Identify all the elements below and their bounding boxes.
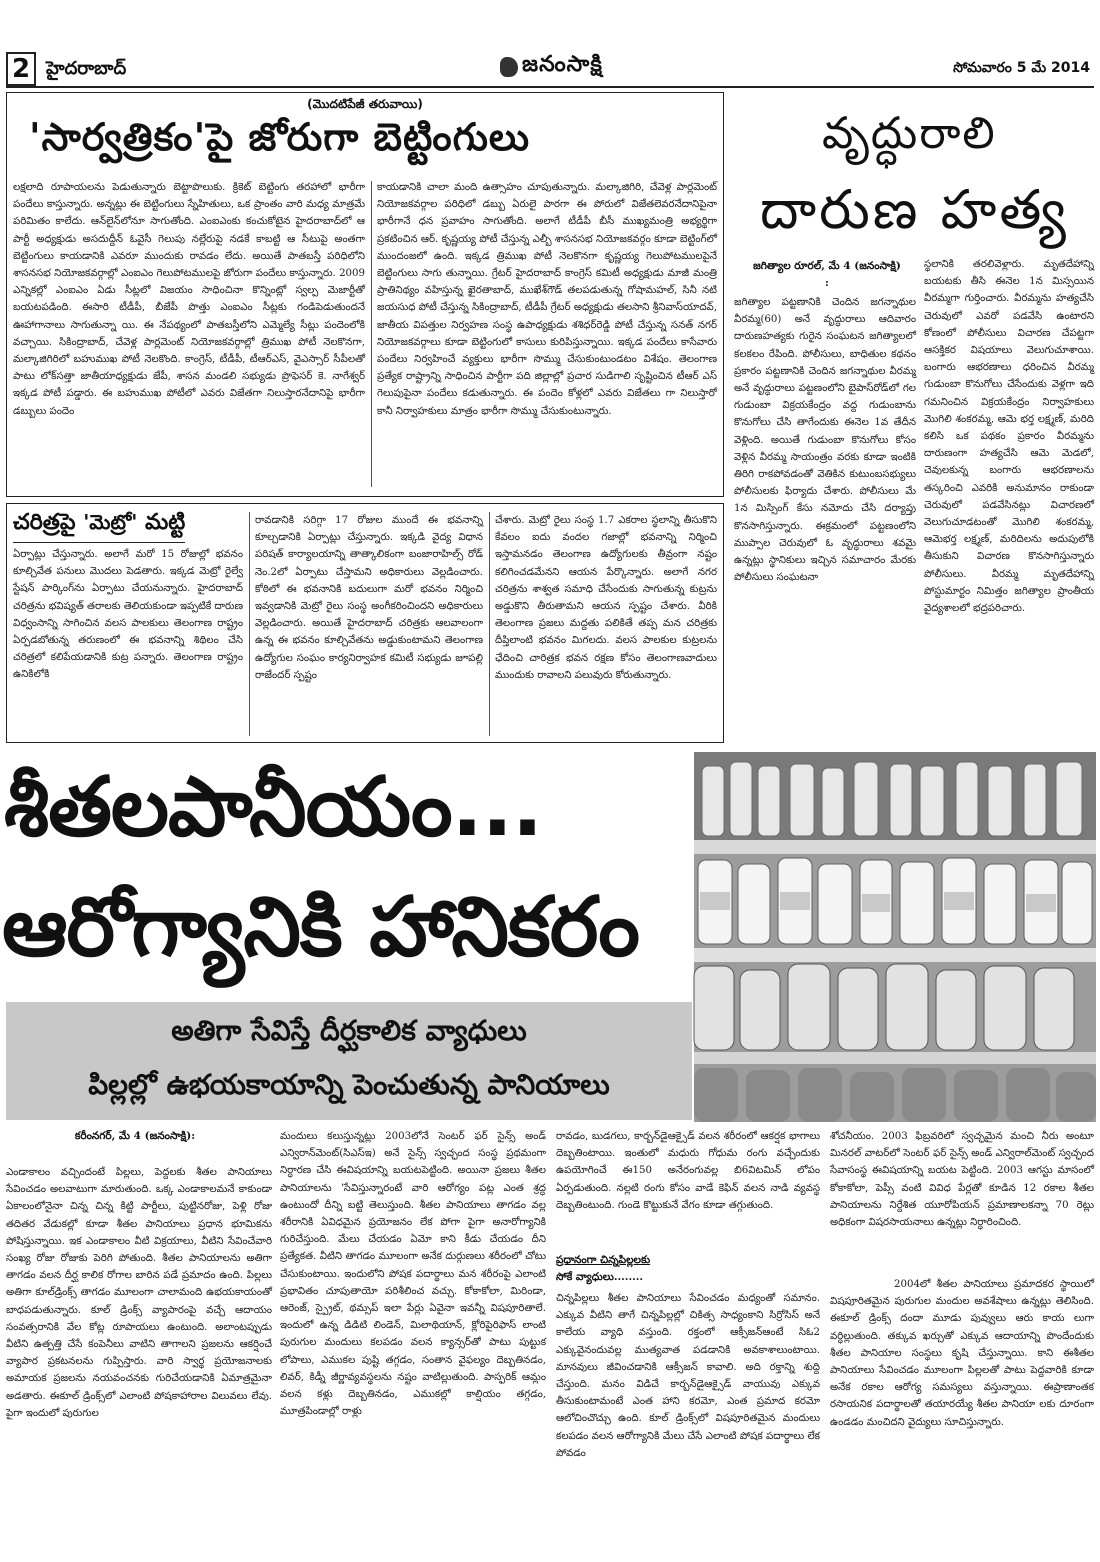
header-rule: [6, 86, 1094, 88]
page-number: 2: [6, 52, 36, 86]
feature-column-4-rest: 2004లో శీతల పానియాలు ప్రమాదకర స్థాయిలో విషపూరితమైన పురుగుల మందుల అవశేషాలు ఉన్నట్లు తెలిసింది. ఈకూల్ డ్రింక్స్ దందా మూడు పువ్వులు ఆరు కాయ లుగా వర్ధిల్లుతుంది. తక్కువ ఖర్చుతో ఎక్కువ ఆదాయాన్ని పొందేందుకు శీతల పానియాల సంస్థలు కృషి చేస్తున్నాయి. కాని ఈశీతల పానియాలు సేవించడం మూలంగా పిల్లలతో పాటు పెద్దవారికి కూడా అనేక రకాల ఆరోగ్య సమస్యలు వస్తున్నాయి. ఈప్రాణాంతక రసాయనిక పదార్థాలతో తయారయ్యే శీతల పానియా లకు దూరంగా ఉండడం మంచిదని వైద్యులు సూచిస్తున్నారు.: [830, 1279, 1098, 1428]
murder-headline-line2: దారుణ హత్య: [760, 178, 1069, 241]
feature-headline-line1: శీతలపానీయం...: [4, 760, 543, 855]
murder-dateline: జగిత్యాల రూరల్, మే 4 (జనంసాక్షి) :: [753, 260, 901, 289]
masthead-title: జనంసాక్షి: [522, 52, 603, 77]
shelf-image: [694, 752, 1096, 1122]
feature-column-3: రావడం, బుడగలు, కార్బన్‌డైఆక్సైడ్ వలన శరీరంలో ఆకర్షక భాగాలు దెబ్బతింటాయి. ఇంతులో మధురు గోధుమ రంగు వచ్చేందుకు ఉపయోగించే ఈ150 అనేరంగువల్ల బి6విటమిన్ లోపం ఏర్పడుతుంది. నల్లటి రంగు కోసం వాడే కెఫిన్ వలన నాడి వ్యవస్థ దెబ్బతింటుంది. గుండె కొట్టుకునే వేగం కూడా తగ్గుతుంది.: [556, 1131, 824, 1211]
masthead-logo: [500, 50, 630, 84]
masthead-emblem-icon: [500, 57, 518, 77]
feature-headline-line2: ఆరోగ్యానికి హానికరం: [2, 880, 639, 975]
continuation-label: (మొదటిపేజీ తరువాయి): [307, 97, 423, 111]
feature-subhead-band: [6, 1002, 692, 1120]
feature-col3-subhead-line2: సోకే వ్యాధులు........: [556, 1271, 644, 1283]
metro-headline-prefix: చరిత్రపై: [13, 510, 84, 535]
metro-headline: [13, 510, 185, 543]
section-name: హైదరాబాద్: [46, 58, 127, 79]
betting-article: [6, 92, 724, 497]
metro-column-2: రావడానికి సరిగ్గా 17 రోజుల ముందే ఈ భవనాన్ని కూల్చడానికి ఏర్పాట్లు చేస్తున్నారు. ఇక్కడి వైద్య విధాన పరిషత్ కార్యాలయాన్ని తాత్కాలికంగా బంజారాహిల్స్ రోడ్ నెం.2లో ఏర్పాటు చేస్తామని అధికారులు వెల్లడించారు. కోఠిలో ఈ భవనానికి బదులుగా మరో భవనం నిర్మించి ఇవ్వడానికి మెట్రో రైలు సంస్థ అంగీకరించిందని అధికారులు వెల్లడించారు. అయితే హైదరాబాద్ చరిత్రకు ఆలవాలంగా ఉన్న ఈ భవనం కూల్చివేతను అడ్డుకుంటామని తెలంగాణ ఉద్యోగుల సంఘం కార్యనిర్వాహక కమిటీ సభ్యుడు జూపల్లి రాజేందర్ స్పష్టం: [255, 515, 487, 681]
feature-subhead-line2: పిల్లల్లో ఉభయకాయాన్ని పెంచుతున్న పానియాలు: [88, 1068, 610, 1101]
feature-col3-subhead-line1: ప్రధానంగా చిన్నపిల్లలకు: [556, 1254, 651, 1266]
metro-article: [6, 503, 724, 743]
metro-headline-quoted: 'మెట్రో': [83, 510, 138, 534]
murder-column-2: స్థలానికి తరలివెళ్లారు. మృతదేహాన్ని బయటకు తీసి ఈనెల 1న మిస్సయిన వీరమ్మగా గుర్తించారు. వీరమ్మను హత్యచేసి చెరువులో ఎవరో పడవేసి ఉంటారని కోణంలో పోలీసులు విచారణ చేపట్టగా ఆసక్తికర విషయాలు వెలుగుచూశాయి. బంగారు ఆభరణాలు ధరించిన వీరమ్మ గుడుంబా కొనుగోలు చేసేందుకు వెళ్లగా ఇది గమనించిన విక్రయకేంద్రం నిర్వాహకులు మొగిలి శంకరమ్మ, ఆమె భర్త లక్ష్మణ్, మరిది కలిసి ఒక పథకం ప్రకారం వీరమ్మను దారుణంగా హత్యచేసి ఆమె మెడలో, చెవులకున్న బంగారు ఆభరణాలను తస్కరించి ఎవరికి అనుమానం రాకుండా చెరువులో పడవేసినట్లు విచారణలో వెలుగుచూడటంతో మొగిలి శంకరమ్మ, ఆమెభర్త లక్ష్మణ్, మరిదిలను అదుపులోకి తీసుకుని విచారణ కొనసాగిస్తున్నారు పోలీసులు. వీరమ్మ మృతదేహాన్ని పోస్టుమార్టం నిమిత్తం జగిత్యాల ప్రాంతీయ వైద్యశాలలో భద్రపరిచారు.: [924, 259, 1098, 615]
feature-column-4: శోచనీయం. 2003 ఫిబ్రవరిలో స్వచ్ఛమైన మంచి నీరు అంటూ మినరల్ వాటర్‌లో సెంటర్ ఫర్ సైన్స్ అండ్ ఎన్విరాల్‌మెంట్ స్వచ్ఛంద సేవాసంస్థ ఈవిషయాన్ని బయట పెట్టింది. 2003 ఆగస్టు మాసంలో కోకాకోలా, పెప్సీ వంటి వివిధ పేర్లతో కూడిన 12 రకాల శీతల పానియాలను నిర్దేశిత యూరోపియన్ ప్రమాణాలకన్నా 70 రెట్లు అధికంగా విషరసాయనాలు ఉన్నట్లు నిర్ధారించింది.: [830, 1131, 1098, 1229]
murder-column-1: జగిత్యాల పట్టణానికి చెందిన జగన్నాథుల వీరమ్మ(60) అనే వృద్ధురాలు ఆదివారం దారుణహత్యకు గురైన సంఘటన జగిత్యాలలో కలకలం రేపింది. పోలీసులు, బాధితుల కథనం ప్రకారం పట్టణానికి చెందిన జగన్నాథుల వీరమ్మ అనే వృద్ధురాలు పట్టణంలోని బైపాస్‌రోడ్‌లో గల గుడుంబా విక్రయకేంద్రం వద్ద గుడుంబాను కొనుగోలు చేసి తాగేందుకు ఈనెల 1వ తేదీన వెళ్లింది. అయితే గుడుంబా కొనుగోలు కోసం వెళ్లిన వీరమ్మ సాయంత్రం వరకు కూడా ఇంటికి తిరిగి రాకపోవడంతో వెతికిన కుటుంబసభ్యులు పోలీసులకు ఫిర్యాదు చేశారు. పోలీసులు మే 1న మిస్సింగ్ కేసు నమోదు చేసి దర్యాప్తు కొనసాగిస్తున్నారు. ఈక్రమంలో పట్టణంలోని ముప్పాల చెరువులో ఓ వృద్ధురాలు శవమై ఉన్నట్లు స్థానికులు ఇచ్చిన సమాచారం మేరకు పోలీసులు సంఘటనా: [734, 297, 920, 584]
column-divider: [371, 181, 372, 487]
betting-headline: 'సార్వత్రికం'పై జోరుగా బెట్టింగులు: [29, 115, 531, 159]
murder-headline-line1: వృద్ధురాలి: [822, 108, 997, 159]
feature-dateline: కరీంనగర్, మే 4 (జనంసాక్షి):: [74, 1130, 196, 1142]
feature-subhead-line1: అతిగా సేవిస్తే దీర్ఘకాలిక వ్యాధులు: [171, 1014, 527, 1047]
soft-drinks-photo: [694, 752, 1096, 1122]
feature-column-3-rest: చిన్నపిల్లలు శీతల పానియాలు సేవించడం మధ్యంతో సమానం. ఎక్కువ వీటిని తాగే చిన్నపిల్లల్లో చికిత్స సాధ్యంకాని సిర్రోసిస్ అనే కాలేయ వ్యాధి వస్తుంది. రక్తంలో ఆక్సీజన్‌ఆంటే సిఓ2 ఎక్కువైనందువల్ల ముత్యవాత పడడానికి అవకాశాలుంటాయి. మానవులు జీవించడానికి ఆక్సీజన్ కావాలి. అది రక్తాన్ని శుద్ది చేస్తుంది. మనం విడిచే కార్బన్‌డైఆక్సైడ్ వాయువు ఎక్కువ తీసుకుంటామంటే ఎంత హాని కరమో, ఎంత ప్రమాద కరమో ఆలోచించొచ్చు ఉంది. కూల్ డ్రింక్స్‌లో విషపూరితమైన మందులు కలపడం వలన ఆరోగ్యానికి మేలు చేసే ఎలాంటి పోషక పదార్థాలు లేక పోవడం: [556, 1293, 824, 1459]
issue-date: సోమవారం 5 మే 2014: [953, 60, 1090, 76]
column-divider: [249, 512, 250, 736]
column-divider: [489, 512, 490, 736]
feature-column-1: ఎండాకాలం వచ్చిందంటే పిల్లలు, పెద్దలకు శీతల పానియాలు సేవించడం అలవాటుగా మారుతుంది. ఒక్క ఎండాకాలమనే కాకుండా ఏకాలంలోనైనా చిన్న చిన్న కిట్టి పార్టీలు, పుట్టినరోజు, పెళ్లి రోజు తదితర వేడుకల్లో కూడా శీతల పానియాలు ప్రధాన భూమికను పోషిస్తున్నాయి. ఇక ఎండాకాలం వీటి విక్రయాలు, వీటిని సేవించేవారి సంఖ్య రోజు రోజుకు పెరిగి పోతుంది. శీతల పానియాలను అతిగా తాగడం వలన దీర్ఘ కాలిక రోగాల బారిన పడే ప్రమాదం ఉంది. పిల్లలు అతిగా కూల్‌డ్రింక్స్ తాగడం మూలంగా చాలామంది ఉభయకాయంతో బాధపడుతున్నారు. కూల్ డ్రింక్స్ వ్యాపారంపై వచ్చే ఆదాయం సంవత్సరానికి వేల కోట్ల రూపాయలు ఉంటుంది. అలాంటప్పుడు వీటిని ఉత్పత్తి చేసే కంపెనీలు వాటిని తాగాలని ప్రజలను ఆకర్షించే వ్యాపార ప్రకటనలను గుప్పిస్తారు. వారి స్వార్థ ప్రయోజనాలకు అమాయక ప్రజలను నయవంచనకు గురిచేయడానికి ఏమాత్రమైనా అడతారు. ఈకూల్ డ్రింక్స్‌లో ఎలాంటి పోషకాహారాల విలువలు లేవు. పైగా ఇందులో పురుగుల: [6, 1167, 276, 1419]
metro-column-1: ఏర్పాట్లు చేస్తున్నారు. అలాగే మరో 15 రోజుల్లో భవనం కూల్చివేత పనులు మొదలు పెడతారు. ఇక్కడ మెట్రో రైల్వే స్టేషన్ పార్కింగ్‌ను ఏర్పాటు చేయనున్నారు. హైదరాబాద్ చరిత్రను భవిష్యత్ తరాలకు తెలియకుండా ఇప్పటికే దారుణ విధ్వంసాన్ని సాగించిన వలస పాలకులు తెలంగాణ రాష్ట్రం ఏర్పడబోతున్న తరుణంలో ఈ భవనాన్ని శిథిలం చేసి చరిత్రలో కలిపేయడానికి కుట్ర పన్నారు. తెలంగాణ రాష్ట్రం ఉనికిలోకి: [13, 549, 247, 681]
metro-column-3: చేశారు. మెట్రో రైలు సంస్థ 1.7 ఎకరాల స్థలాన్ని తీసుకొని కేవలం ఐదు వందల గజాల్లో భవనాన్ని నిర్మించి ఇస్తామనడం తెలంగాణ ఉద్యోగులకు తీవ్రంగా నష్టం కలిగించడమేనని ఆయన పేర్కొన్నారు. అలాగే నగర చరిత్రను శాశ్వత సమాధి చేసేందుకు సాగుతున్న కుట్రను అడ్డుకొని తీరుతామని ఆయన స్పష్టం చేశారు. వీరికి తెలంగాణ ప్రజలు మద్దతు పలికితే తప్ప మన చరిత్రకు దీప్తిలాంటి భవనం మిగలదు. వలస పాలకుల కుట్రలను ఛేదించి చారిత్రక భవన రక్షణ కోసం తెలంగాణవాదులు ముందుకు రావాలని పలువురు కోరుతున్నారు.: [495, 515, 721, 681]
betting-column-1: లక్షలాది రూపాయలను పెడుతున్నారు బెట్టాపొలుకు. క్రికెట్ బెట్టింగు తరహాలో భారీగా పందేలు కాస్తున్నారు. అన్నట్లు ఈ బెట్టింగులు స్నేహితులు, ఒక ప్రాంతం వారి మధ్య మాత్రమే పరిమితం కాలేదు. ఆన్‌లైన్‌లోనూ సాగుతోంది. ఎంఐఎంకు కంచుకోటైన హైదరాబాద్‌లో ఆ పార్టీ అధ్యక్షుడు అసదుద్దీన్ ఓవైసీ గెలుపు నల్లేరుపై నడకే కాబట్టి ఆ సీటుపై అంతగా బెట్టింగులు కాయడానికి ఎవరూ ముందుకు రావడం లేదు. అయితే పాతబస్తీ పరిధిలోని శాసనసభ నియోజకవర్గాల్లో ఎంఐఎం గెలుపోటములపై జోరుగా పందేలు కాస్తున్నారు. 2009 ఎన్నికల్లో ఎంఐఎం ఏడు సీట్లలో విజయం సాధించినా కొన్నింట్లో స్వల్ప మెజార్టీతో బయటపడింది. ఈసారి టీడీపీ, బీజేపీ పొత్తు ఎంఐఎం సీట్లకు గండిపెడుతుందనే ఊహాగానాలు సాగుతున్నా యి. ఈ నేపథ్యంలో పాతబస్తీలోని ఎమ్మెల్యే సీట్లు పందెంలోకి వచ్చాయి. సికింద్రాబాద్, చేవెళ్ల పార్లమెంట్ నియోజకవర్గాల్లో త్రిముఖ పోటీ నెలకొనగా, మల్కాజిగిరిలో బహుముఖ పోటీ నెలకొంది. కాంగ్రెస్, టీడీపీ, టీఆర్ఎస్, వైఎస్సార్ సీపీలతో పాటు లోక్‌సత్తా జాతీయాధ్యక్షుడు జేపీ, శాసన మండలి సభ్యుడు ప్రొఫెసర్ కె. నాగేశ్వర్ ఇక్కడ పోటీ పడ్డారు. ఈ బహుముఖ పోటీలో ఎవరు విజేతగా నిలుస్తారనేదానిపై భారీగా డబ్బులు పందెం: [13, 182, 369, 417]
feature-col3-subhead: [556, 1252, 820, 1286]
metro-headline-suffix: మట్టి: [137, 510, 186, 535]
feature-column-2: మందులు కలుస్తున్నట్లు 2003లోనే సెంటర్ ఫర్ సైన్స్ అండ్ ఎన్విరాన్‌మెంట్(సిఎస్ఇ) అనే సైన్స్ స్వచ్ఛంద సంస్థ ప్రథమంగా నిర్ధారణ చేసి ఈవిషయాన్ని బయటపెట్టింది. అయినా ప్రజలు శీతల పానియాలను 'సేవిస్తున్నారంటే వారి ఆరోగ్యం పట్ల ఎంత శ్రద్ధ ఉంటుందో దీన్ని బట్టి తెలుస్తుంది. శీతల పానియాలు తాగడం వల్ల శరీరానికి ఏవిధమైన ప్రయోజనం లేక పోగా పైగా అనారోగ్యానికి గురిచేస్తుంది. మేలు చేయడం ఏమో కాని కీడు చేయడం దీని ప్రత్యేకత. వీటిని తాగడం మూలంగా అనేక దుర్గుణలు శరీరంలో చోటు చేసుకుంటాయి. ఇందులోని పోషక పదార్థాలు మన శరీరంపై ఎలాంటి ప్రభావితం చూపుతాయో పరిశీలించ వచ్చు. కోకాకోలా, మిరిండా, ఆరెంజ్, స్ప్రైట్, థమ్సప్ ఇలా పేర్లు ఏవైనా ఇవన్నీ విషపూరితాలే. ఇందులో ఉన్న డిడిటి లిండెన్, మిలాథియాన్, క్లోరిపైరిఫాస్ లాంటి పురుగుల మందులు కలపడం వలన క్యాన్సర్‌తో పాటు పుట్టుక లోపాలు, ఎముకల పుష్టి తగ్గడం, సంతాన వైఫల్యం దెబ్బతినడం, లివర్, కిడ్నీ జీర్ణావ్యవస్థలను నష్టం వాటిల్లుతుంది. పాస్ఫరిక్ ఆమ్లం వలన కళ్లు దెబ్బతినడం, ఎముకల్లో కాల్షియం తగ్గడం, మూత్రపిండాల్లో రాళ్లు: [280, 1131, 550, 1418]
betting-column-2: కాయడానికి చాలా మంది ఉత్సాహం చూపుతున్నారు. మల్కాజిగిరి, చేవెళ్ల పార్లమెంట్ నియోజకవర్గాల పరిధిలో డబ్బు ఏరులై పారగా ఈ పోరులో విజేతలెవరనేదానిపైనా భారీగానే ధన ప్రవాహం సాగుతోంది. అలాగే టీడీపీ బీసీ ముఖ్యమంత్రి అభ్యర్థిగా ప్రకటించిన ఆర్. కృష్ణయ్య పోటీ చేస్తున్న ఎల్బీ శాసనసభ నియోజకవర్గం కూడా బెట్టింగ్‌లో ముందంజలో ఉంది. ఇక్కడ త్రిముఖ పోటీ నెలకొనగా కృష్ణయ్య గెలుపోటములపైనే బెట్టింగులు సాగు తున్నాయి. గ్రేటర్ హైదరాబాద్ కాంగ్రెస్ కమిటీ అధ్యక్షుడు మాజీ మంత్రి ప్రాతినిథ్యం వహిస్తున్న ఖైరతాబాద్, ముఖేశ్‌గౌడ్ తలపడుతున్న గోషామహల్, సినీ నటి జయసుధ పోటీ చేస్తున్న సికింద్రాబాద్, టీడీపీ గ్రేటర్ అధ్యక్షుడు తలసాని శ్రీనివాస్‌యాదవ్, జాతీయ విపత్తుల నిర్వహణ సంస్థ ఉపాధ్యక్షుడు శశిధర్‌రెడ్డి పోటీ చేస్తున్న సనత్ నగర్ నియోజకవర్గాలు కూడా బెట్టింగులో కాసులు కురిపిస్తున్నాయి. ఇక్కడ పందేలు కాసేవారు పందేలు నిర్వహించే వ్యక్తులు భారీగా సొమ్ము చేసుకుంటుండటం విశేషం. తెలంగాణ ప్రత్యేక రాష్ట్రాన్ని సాధించిన పార్టీగా పది జిల్లాల్లో ప్రచార సుడిగాలి సృష్టించిన టీఆర్ ఎస్ గెలుపుపైనా పందేలు కడుతున్నారు. ఈ పందెం కోళ్లలో ఎవరు విజేతలు గా నిలుస్తారో కానీ నిర్వాహకులు మాత్రం భారీగా సొమ్ము చేసుకుంటున్నారు.: [377, 182, 721, 417]
